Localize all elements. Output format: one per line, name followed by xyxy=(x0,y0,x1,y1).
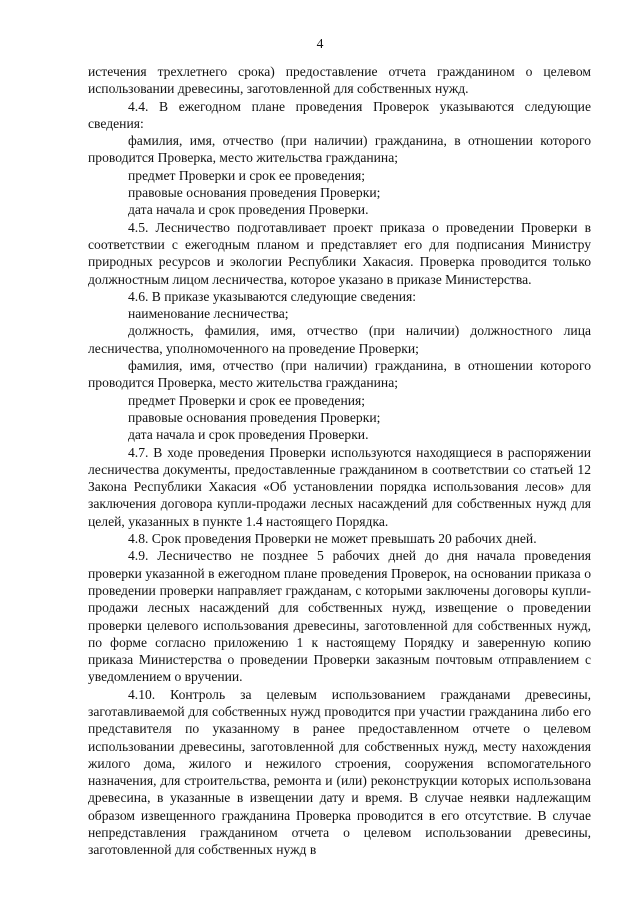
paragraph: фамилия, имя, отчество (при наличии) гражданина, в отношении которого проводится Проверка, место жительства гражданина; xyxy=(88,358,591,391)
paragraph: предмет Проверки и срок ее проведения; xyxy=(128,392,366,408)
paragraph: 4.7. В ходе проведения Проверки используются находящиеся в распоряжении лесничества документы, предоставленные гражданином в соответствии со статьей 12 Закона Республики Хакасия «Об установлении порядка использования лесов» для заключения договора купли-продажи лесных насаждений для собственных нужд для целей, указанных в пункте 1.4 настоящего Порядка. xyxy=(88,444,591,529)
paragraph: дата начала и срок проведения Проверки. xyxy=(128,202,369,218)
paragraph: 4.6. В приказе указываются следующие сведения: xyxy=(128,288,417,304)
paragraph: истечения трехлетнего срока) предоставление отчета гражданином о целевом использовании древесины, заготовленной для собственных нужд. xyxy=(88,64,591,97)
page-number: 4 xyxy=(316,36,324,51)
paragraph: 4.10. Контроль за целевым использованием гражданами древесины, заготавливаемой для собственных нужд проводится при участии гражданина либо его представителя по указанному в ранее предоставленном отчете о целевом использовании древесины, заготовленной для собственных нужд, месту нахождения жилого дома, жилого и нежилого строения, сооружения вспомогательного назначения, для строительства, ремонта и (или) реконструкции которых использована древесина, в указанные в извещении дату и время. В случае неявки надлежащим образом извещенного гражданина Проверка проводится в его отсутствие. В случае непредставления гражданином отчета о целевом использовании древесины, заготовленной для собственных нужд в xyxy=(88,686,591,858)
paragraph: наименование лесничества; xyxy=(128,306,289,322)
paragraph: 4.9. Лесничество не позднее 5 рабочих дней до дня начала проведения проверки указанной в ежегодном плане проведения Проверок, на основании приказа о проведении проверки направляет гражданам, с которыми заключены договоры купли-продажи лесных насаждений для собственных нужд, извещение о проведении проверки целевого использования древесины, заготовленной для собственных нужд, по форме согласно приложению 1 к настоящему Порядку и заверенную копию приказа Министерства о проведении Проверки заказным почтовым отправлением с уведомлением о вручении. xyxy=(88,548,591,685)
paragraph: 4.5. Лесничество подготавливает проект приказа о проведении Проверки в соответствии с ежегодным планом и представляет его для подписания Министру природных ресурсов и экологии Республики Хакасия. Проверка проводится только должностным лицом лесничества, которое указано в приказе Министерства. xyxy=(88,219,591,287)
paragraph: 4.4. В ежегодном плане проведения Проверок указываются следующие сведения: xyxy=(88,98,591,131)
paragraph: правовые основания проведения Проверки; xyxy=(128,409,381,425)
paragraph: правовые основания проведения Проверки; xyxy=(128,185,381,201)
paragraph: должность, фамилия, имя, отчество (при наличии) должностного лица лесничества, уполномоченного на проведение Проверки; xyxy=(88,323,591,356)
document-body xyxy=(88,63,591,859)
paragraph: фамилия, имя, отчество (при наличии) гражданина, в отношении которого проводится Проверка, место жительства гражданина; xyxy=(88,133,591,166)
paragraph: дата начала и срок проведения Проверки. xyxy=(128,427,369,443)
paragraph: предмет Проверки и срок ее проведения; xyxy=(128,167,366,183)
paragraph: 4.8. Срок проведения Проверки не может превышать 20 рабочих дней. xyxy=(128,531,537,547)
